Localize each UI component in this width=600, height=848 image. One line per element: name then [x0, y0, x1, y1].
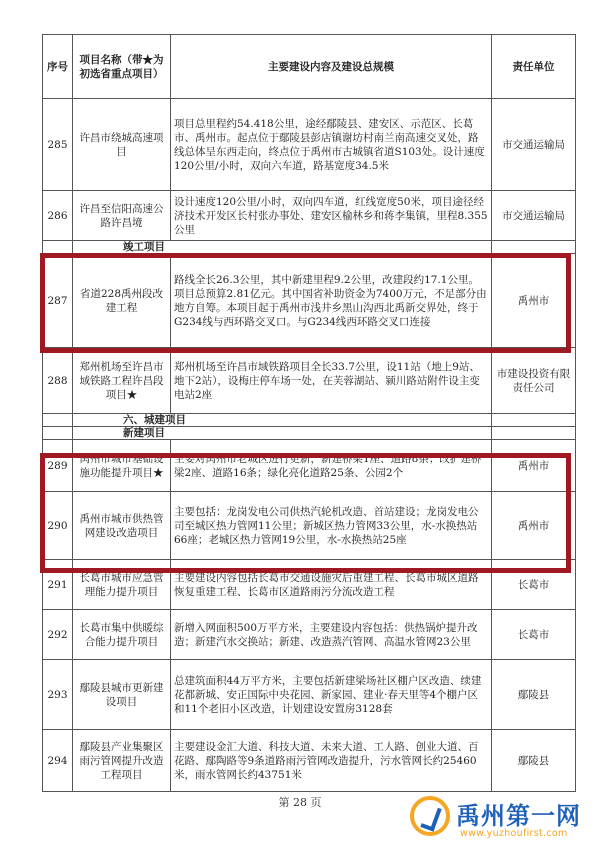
table-row [43, 99, 576, 191]
row-content: 项目总里程约54.418公里，途经鄢陵县、建安区、示范区、长葛市、禹州市。起点位于鄢陵县彭店镇谢坊村南兰南高速交叉处，路线总体呈东西走向，终点位于禹州市古城镇省道S103处。设计速度120公里/小时，双向六车道，路基宽度34.5米 [171, 99, 492, 191]
row-no: 294 [43, 730, 73, 792]
table-row [43, 191, 576, 241]
row-unit: 禹州市 [492, 492, 576, 560]
row-content: 主要建设金汇大道、科技大道、未来大道、工人路、创业大道、百花路、鄢陶路等9条道路雨污管网改造提升，污水管网长约25460米，雨水管网长约43751米 [171, 730, 492, 792]
row-no: 291 [43, 560, 73, 610]
row-no: 289 [43, 440, 73, 492]
row-content: 总建筑面积44万平方米，主要包括新建梁场社区棚户区改造、续建花都新城、安正国际中央花园、新家园、建业·春天里等4个棚户区和11个老旧小区改造，计划建设安置房3128套 [171, 660, 492, 730]
logo-mark-icon [410, 796, 450, 836]
row-unit: 鄢陵县 [492, 730, 576, 792]
row-no: 287 [43, 254, 73, 348]
row-name: 鄢陵县产业集聚区雨污管网提升改造工程项目 [73, 730, 171, 792]
section-row [43, 414, 576, 427]
table-row [43, 730, 576, 792]
section-row [43, 241, 576, 254]
logo-text: 禹州第一网 [456, 802, 581, 830]
row-no: 286 [43, 191, 73, 241]
header-no: 序号 [43, 35, 73, 99]
section-label: 六、城建项目 [73, 414, 492, 427]
section-row [43, 427, 576, 440]
row-name: 许昌市绕城高速项目 [73, 99, 171, 191]
row-name: 禹州市城市基础设施功能提升项目★ [73, 440, 171, 492]
row-no: 288 [43, 348, 73, 414]
row-no: 293 [43, 660, 73, 730]
table-row [43, 440, 576, 492]
row-name: 许昌至信阳高速公路许昌境 [73, 191, 171, 241]
project-table [42, 34, 576, 792]
header-content: 主要建设内容及建设总规模 [171, 35, 492, 99]
row-no: 290 [43, 492, 73, 560]
row-unit: 长葛市 [492, 610, 576, 660]
row-unit: 禹州市 [492, 440, 576, 492]
table-row [43, 348, 576, 414]
row-content: 主要建设内容包括长葛市交通设施灾后重建工程、长葛市城区道路恢复重建工程、长葛市区道路雨污分流改造工程 [171, 560, 492, 610]
header-unit: 责任单位 [492, 35, 576, 99]
row-content: 路线全长26.3公里，其中新建里程9.2公里，改建段约17.1公里。项目总预算2.81亿元。其中国省补助资金为7400万元，不足部分由地方自筹。本项目起于禹州市浅井乡黑山沟西北禹新交界处，终于G234线与西环路交叉口。与G234线西环路交叉口连接 [171, 254, 492, 348]
table-row [43, 560, 576, 610]
row-unit: 长葛市 [492, 560, 576, 610]
row-unit: 鄢陵县 [492, 660, 576, 730]
row-name: 郑州机场至许昌市域铁路工程许昌段项目★ [73, 348, 171, 414]
table-header-row [43, 35, 576, 99]
row-unit: 市交通运输局 [492, 99, 576, 191]
row-name: 长葛市集中供暖综合能力提升项目 [73, 610, 171, 660]
row-name: 省道228禹州段改建工程 [73, 254, 171, 348]
row-no: 285 [43, 99, 73, 191]
page-number: 第 28 页 [278, 796, 322, 809]
row-unit: 市建设投资有限责任公司 [492, 348, 576, 414]
row-content: 主要对禹州市老城区进行更新，新建桥梁1座、道路8条；改扩建桥梁2座、道路16条；绿化亮化道路25条、公园2个 [171, 440, 492, 492]
row-name: 禹州市城市供热管网建设改造项目 [73, 492, 171, 560]
site-logo [410, 796, 600, 848]
row-content: 郑州机场至许昌市域铁路项目全长33.7公里，设11站（地上9站、地下2站），设梅庄停车场一处，在芙蓉湖站、颍川路站附件设主变电站2座 [171, 348, 492, 414]
section-label: 新建项目 [73, 427, 492, 440]
row-name: 长葛市城市应急管理能力提升项目 [73, 560, 171, 610]
table-row [43, 610, 576, 660]
header-name: 项目名称（带★为初选省重点项目） [73, 35, 171, 99]
logo-url: www.yuzhoufirst.com [460, 828, 568, 839]
table-row [43, 492, 576, 560]
row-name: 鄢陵县城市更新建设项目 [73, 660, 171, 730]
row-content: 设计速度120公里/小时，双向四车道，红线宽度50米，项目途径经济技术开发区长村张办事处、建安区榆林乡和蒋李集镇，里程8.355公里 [171, 191, 492, 241]
row-content: 新增入网面积500万平方米，主要建设内容包括：供热锅炉提升改造；新建汽水交换站；新建、改造蒸汽管网、高温水管网23公里 [171, 610, 492, 660]
row-unit: 禹州市 [492, 254, 576, 348]
row-content: 主要包括：龙岗发电公司供热汽轮机改造、首站建设；龙岗发电公司至城区热力管网11公里；新城区热力管网33公里，水-水换热站66座；老城区热力管网19公里，水-水换热站25座 [171, 492, 492, 560]
row-unit: 市交通运输局 [492, 191, 576, 241]
row-no: 292 [43, 610, 73, 660]
section-label: 竣工项目 [73, 241, 492, 254]
table-row [43, 254, 576, 348]
table-row [43, 660, 576, 730]
